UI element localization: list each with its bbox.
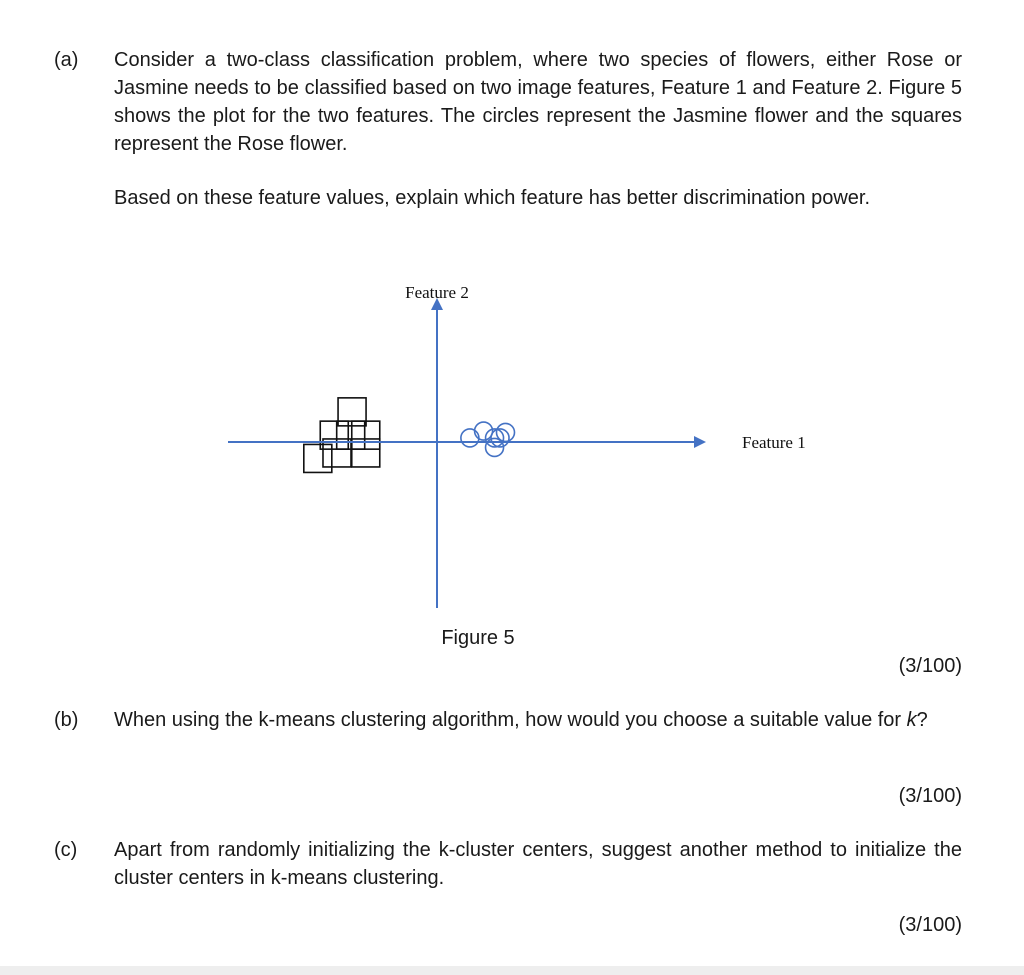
question-a-label: (a) (54, 49, 79, 71)
question-a-paragraph-1: Consider a two-class classification problem, where two species of flowers, either Rose or Jasmine needs to be classified based on two image features, Feature 1 and Feature 2. Figure 5 shows the plot for the two features. The circles represent the Jasmine flower and the squares represent the Rose flower. (114, 49, 962, 155)
y-axis-label: Feature 2 (405, 283, 469, 302)
question-c-text: Apart from randomly initializing the k-cluster centers, suggest another method to initialize the cluster centers in k-means clustering. (114, 839, 962, 889)
question-b-text-start: When using the k-means clustering algorithm, how would you choose a suitable value for (114, 709, 907, 731)
question-c-label: (c) (54, 839, 78, 861)
question-a-paragraph-2: Based on these feature values, explain which feature has better discrimination power. (114, 187, 870, 209)
question-b-text-end: ? (916, 709, 928, 731)
question-b-marks: (3/100) (898, 785, 962, 807)
question-b-k-variable: k (906, 709, 917, 731)
figure-caption: Figure 5 (441, 627, 515, 649)
jasmine-point-1 (461, 429, 479, 447)
question-c-marks: (3/100) (898, 914, 962, 936)
figure-5-chart (0, 270, 1024, 620)
x-axis-label: Feature 1 (742, 433, 806, 452)
jasmine-point-4 (497, 423, 515, 441)
rose-point-7 (352, 439, 380, 467)
question-b-label: (b) (54, 709, 79, 731)
question-b-text (114, 706, 962, 734)
page-bottom-edge (0, 966, 1024, 975)
data-points-layer (304, 398, 515, 473)
question-a-marks: (3/100) (898, 655, 962, 677)
